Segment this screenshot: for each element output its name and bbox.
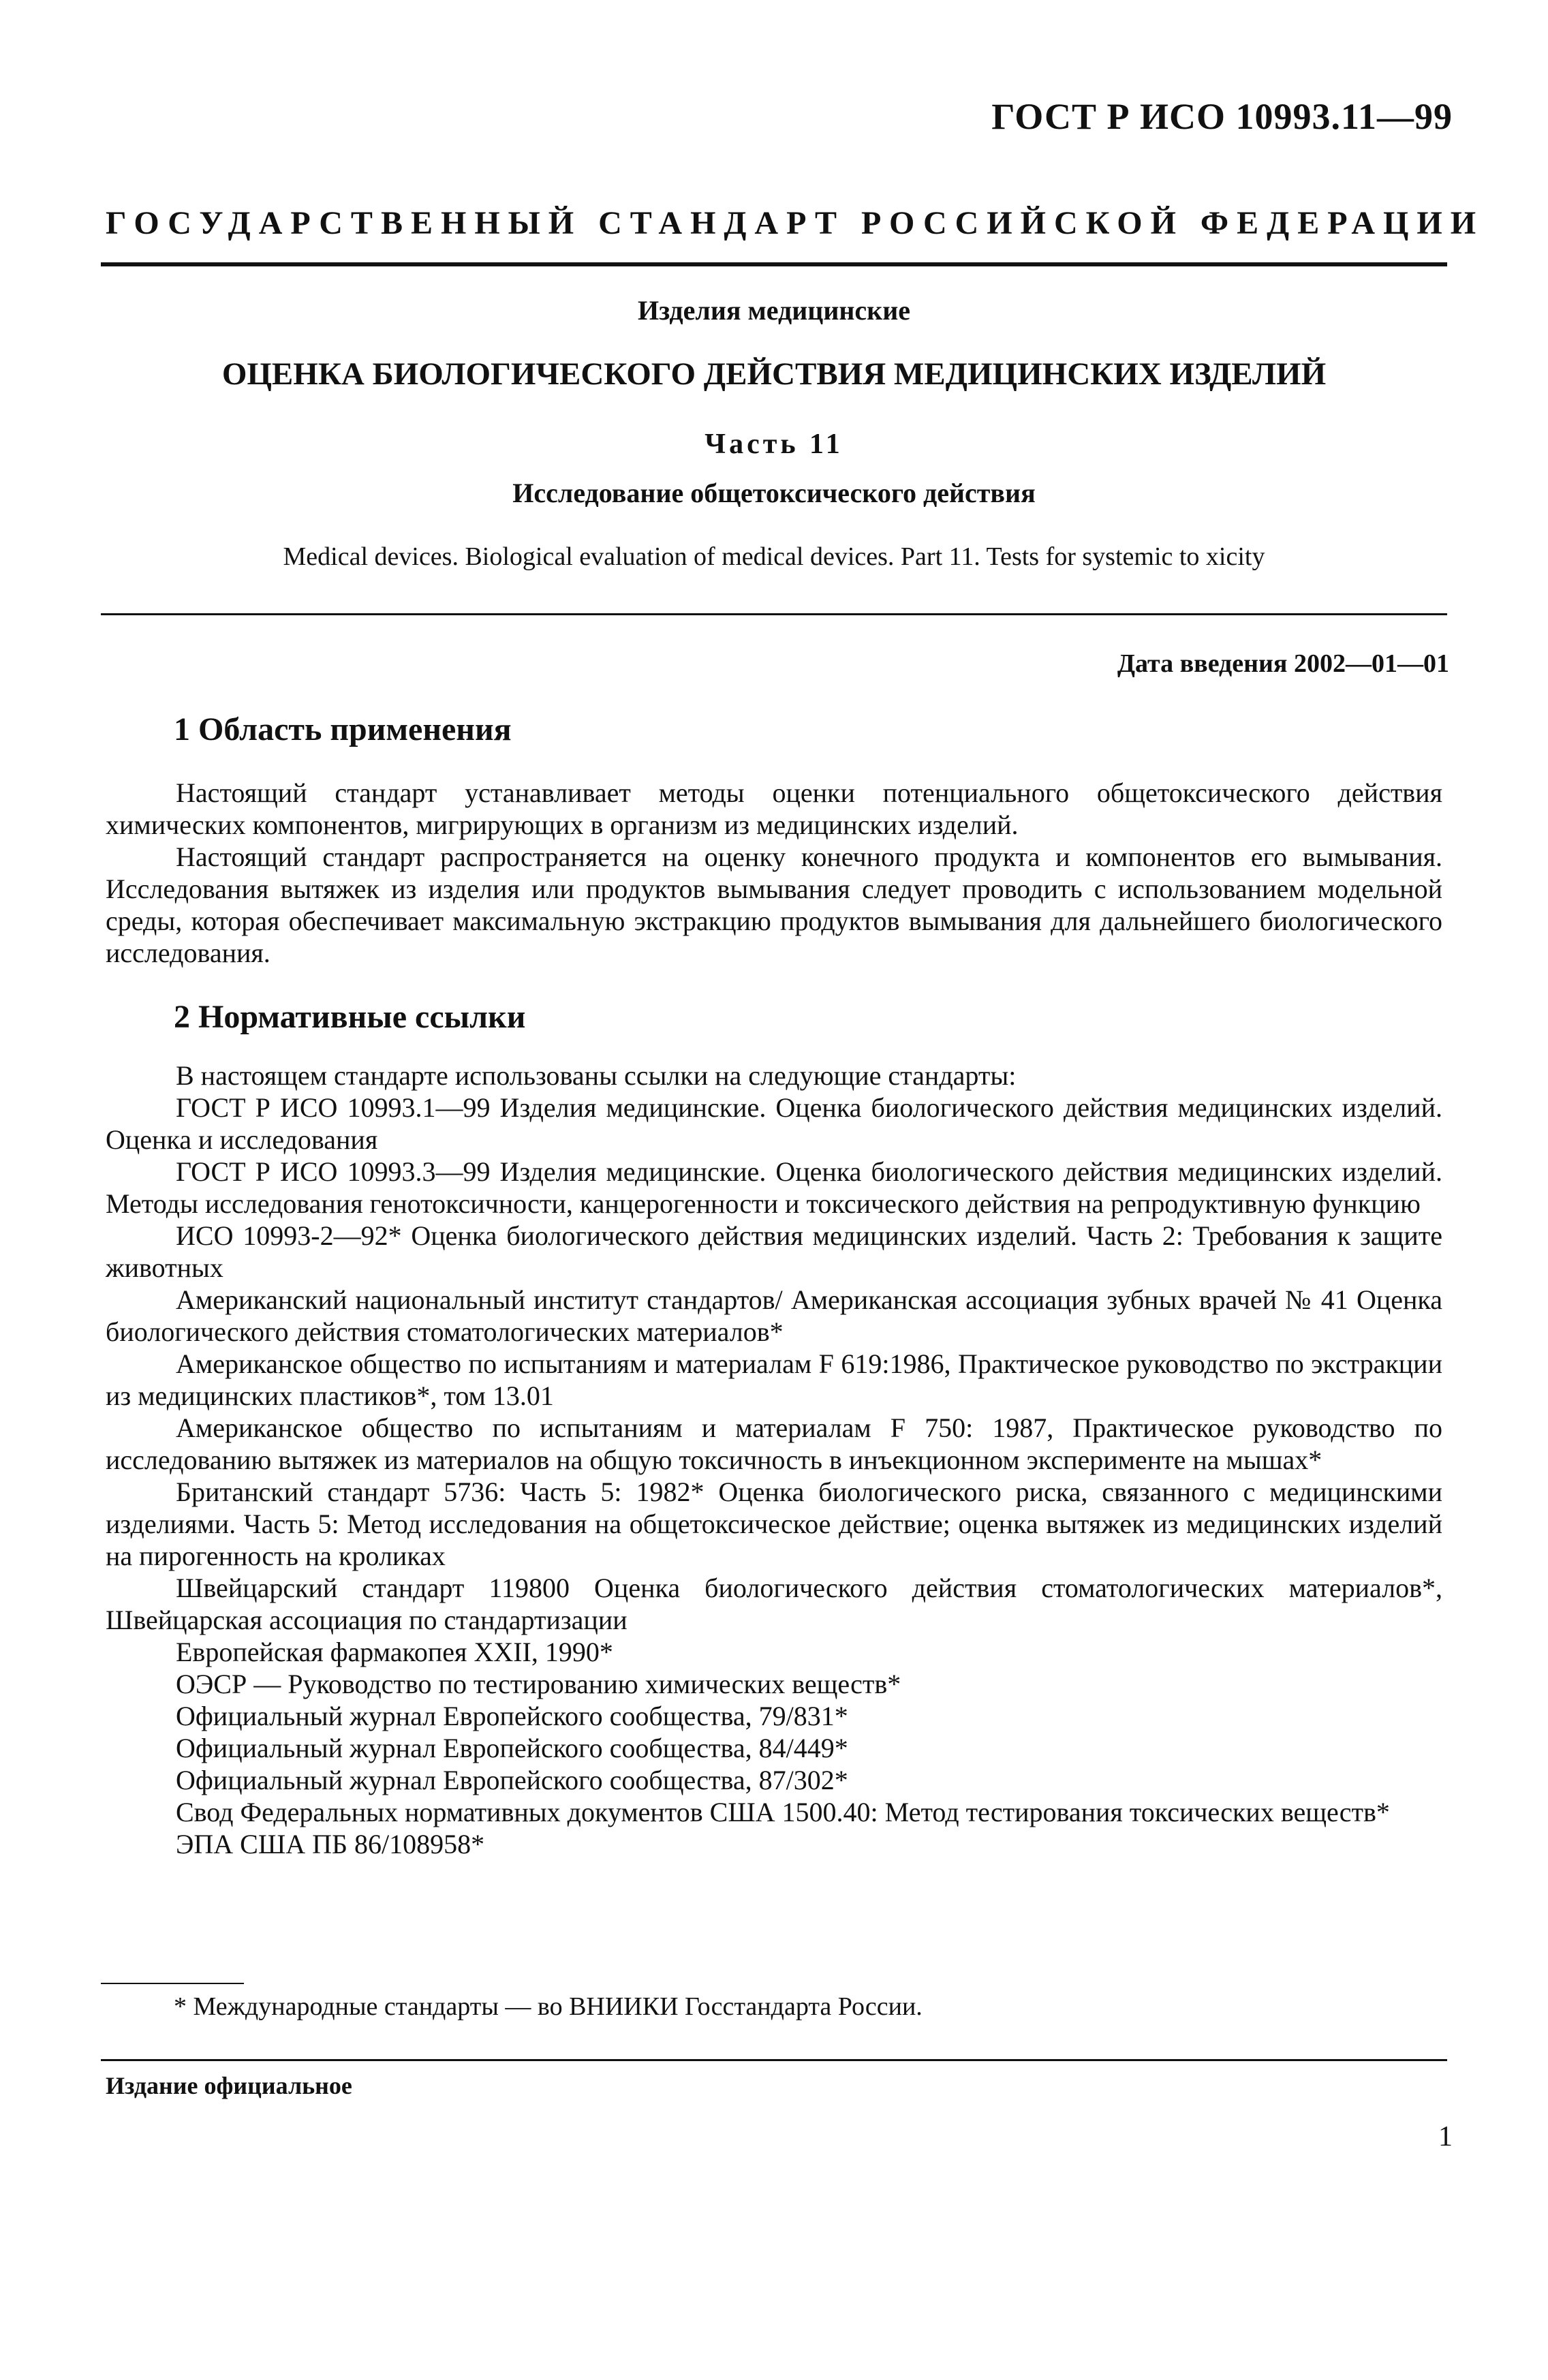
part-label: Часть 11 — [705, 429, 843, 460]
reference-item: ГОСТ Р ИСО 10993.3—99 Изделия медицинские. Оценка биологического действия медицинских изделий. Методы исследования генотоксичности, канцерогенности и токсического действия на репродуктивную функцию — [106, 1156, 1442, 1219]
edition-label: Издание официальное — [106, 2072, 352, 2099]
reference-item: Официальный журнал Европейского сообщества, 87/302* — [176, 1765, 848, 1795]
introduction-date: Дата введения 2002—01—01 — [1117, 649, 1449, 678]
reference-item: ЭПА США ПБ 86/108958* — [176, 1829, 485, 1859]
reference-item: ОЭСР — Руководство по тестированию химических веществ* — [176, 1669, 901, 1699]
standard-code: ГОСТ Р ИСО 10993.11—99 — [991, 96, 1453, 137]
reference-item: Американский национальный институт стандартов/ Американская ассоциация зубных врачей № 41 Оценка биологического действия стоматологических материалов* — [106, 1284, 1442, 1347]
paragraph: Настоящий стандарт распространяется на оценку конечного продукта и компонентов его вымывания. Исследования вытяжек из изделия или продуктов вымывания следует проводить с использованием модельной среды, которая обеспечивает максимальную экстракцию продуктов вымывания для дальнейшего биологического исследования. — [106, 841, 1442, 968]
reference-item: ИСО 10993-2—92* Оценка биологического действия медицинских изделий. Часть 2: Требования к защите животных — [106, 1220, 1442, 1283]
paragraph: Настоящий стандарт устанавливает методы оценки потенциального общетоксического действия химических компонентов, мигрирующих в организм из медицинских изделий. — [106, 777, 1442, 840]
subtitle-study: Исследование общетоксического действия — [512, 478, 1036, 508]
section-heading-scope: 1 Область применения — [174, 711, 512, 747]
main-title: ОЦЕНКА БИОЛОГИЧЕСКОГО ДЕЙСТВИЯ МЕДИЦИНСКИХ ИЗДЕЛИЙ — [221, 356, 1327, 392]
reference-item: Швейцарский стандарт 119800 Оценка биологического действия стоматологических материалов*, Швейцарская ассоциация по стандартизации — [106, 1573, 1442, 1635]
state-standard-line: ГОСУДАРСТВЕННЫЙ СТАНДАРТ РОССИЙСКОЙ ФЕДЕРАЦИИ — [106, 205, 1485, 241]
reference-item: Американское общество по испытаниям и материалам F 750: 1987, Практическое руководство по исследованию вытяжек из материалов на общую токсичность в инъекционном эксперименте на мышах* — [106, 1412, 1442, 1475]
reference-item: Европейская фармакопея XXII, 1990* — [176, 1637, 613, 1667]
paragraph: В настоящем стандарте использованы ссылки на следующие стандарты: — [176, 1060, 1017, 1091]
footnote-divider — [101, 1983, 244, 1984]
reference-item: Свод Федеральных нормативных документов США 1500.40: Метод тестирования токсических веществ* — [176, 1797, 1390, 1827]
reference-item: Официальный журнал Европейского сообщества, 84/449* — [176, 1733, 848, 1763]
reference-item: Официальный журнал Европейского сообщества, 79/831* — [176, 1701, 848, 1731]
page-number: 1 — [1438, 2121, 1453, 2152]
reference-item: ГОСТ Р ИСО 10993.1—99 Изделия медицинские. Оценка биологического действия медицинских изделий. Оценка и исследования — [106, 1092, 1442, 1155]
section-body-references — [106, 1060, 1442, 1860]
section-body-scope — [106, 777, 1442, 969]
subtitle-products: Изделия медицинские — [637, 295, 911, 326]
english-title: Medical devices. Biological evaluation of medical devices. Part 11. Tests for systemic to xicity — [283, 542, 1265, 571]
header-divider — [101, 262, 1447, 266]
reference-item: Британский стандарт 5736: Часть 5: 1982* Оценка биологического риска, связанного с медицинскими изделиями. Часть 5: Метод исследования на общетоксическое действие; оценка вытяжек из медицинских изделий на пирогенность на кроликах — [106, 1477, 1442, 1571]
footnote: * Международные стандарты — во ВНИИКИ Госстандарта России. — [174, 1992, 923, 2021]
reference-item: Американское общество по испытаниям и материалам F 619:1986, Практическое руководство по экстракции из медицинских пластиков*, том 13.01 — [106, 1348, 1442, 1411]
section-heading-references: 2 Нормативные ссылки — [174, 999, 526, 1035]
footer-divider — [101, 2059, 1447, 2061]
title-divider — [101, 613, 1447, 615]
